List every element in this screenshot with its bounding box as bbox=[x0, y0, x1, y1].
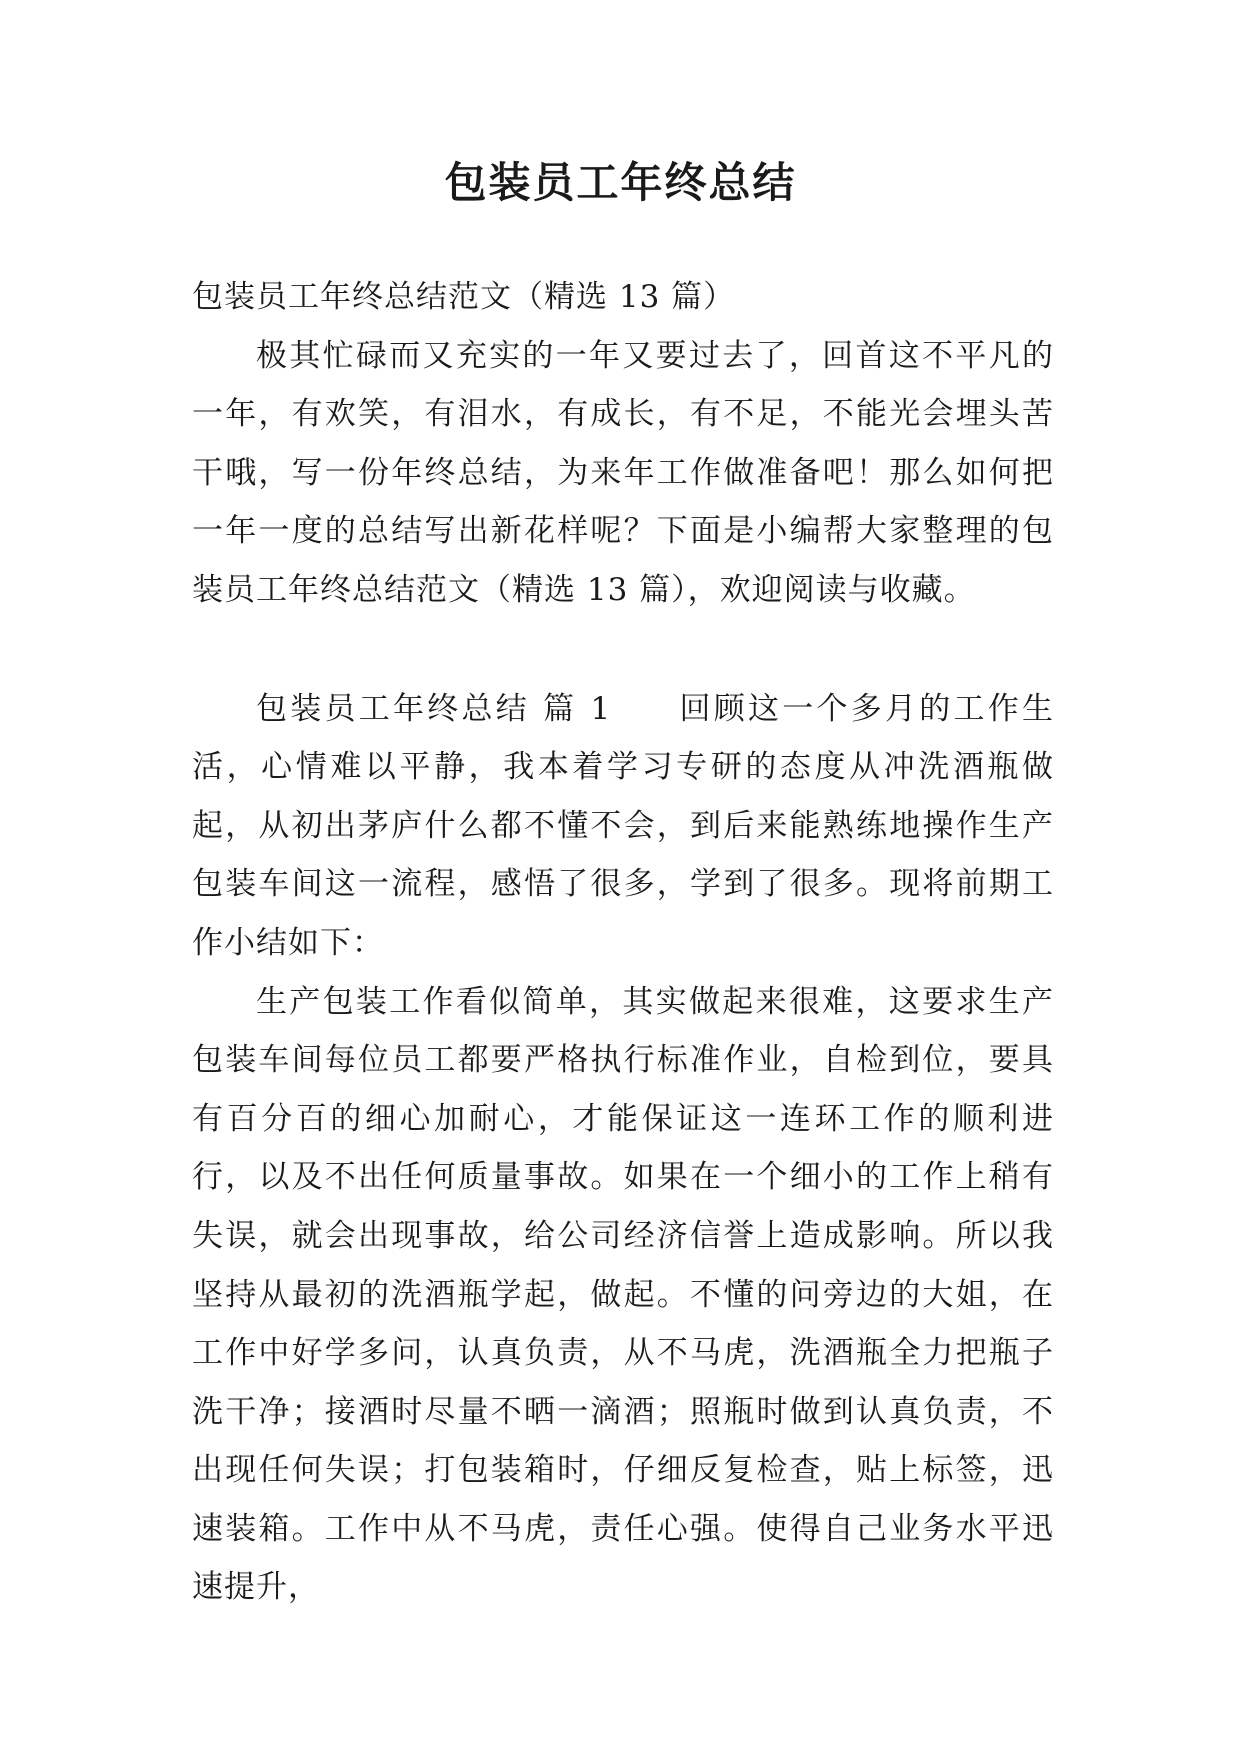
document-title: 包装员工年终总结 bbox=[444, 158, 797, 207]
section1-paragraph-2: 生产包装工作看似简单，其实做起来很难，这要求生产包装车间每位员工都要严格执行标准作业，自检到位，要具有百分百的细心加耐心，才能保证这一连环工作的顺利进行，以及不出任何质量事故。如果在一个细小的工作上稍有失误，就会出现事故，给公司经济信誉上造成影响。所以我坚持从最初的洗酒瓶学起，做起。不懂的问旁边的大姐，在工作中好学多问，认真负责，从不马虎，洗酒瓶全力把瓶子洗干净；接酒时尽量不晒一滴酒；照瓶时做到认真负责，不出现任何失误；打包装箱时，仔细反复检查，贴上标签，迅速装箱。工作中从不马虎，责任心强。使得自己业务水平迅速提升， bbox=[192, 983, 1054, 1606]
section-spacer bbox=[192, 620, 1054, 680]
document-subtitle: 包装员工年终总结范文（精选 13 篇） bbox=[192, 279, 736, 315]
section1-first-paragraph bbox=[192, 680, 1054, 973]
section1-paragraph-1: 回顾这一个多月的工作生活，心情难以平静，我本着学习专研的态度从冲洗酒瓶做起，从初出茅庐什么都不懂不会，到后来能熟练地操作生产包装车间这一流程，感悟了很多，学到了很多。现将前期工作小结如下： bbox=[192, 690, 1054, 961]
intro-paragraph: 极其忙碌而又充实的一年又要过去了，回首这不平凡的一年，有欢笑，有泪水，有成长，有不足，不能光会埋头苦干哦，写一份年终总结，为来年工作做准备吧！那么如何把一年一度的总结写出新花样呢？下面是小编帮大家整理的包装员工年终总结范文（精选 13 篇），欢迎阅读与收藏。 bbox=[192, 337, 1054, 608]
section1-heading: 包装员工年终总结 篇 1 bbox=[256, 690, 612, 727]
document-body bbox=[192, 268, 1054, 1617]
